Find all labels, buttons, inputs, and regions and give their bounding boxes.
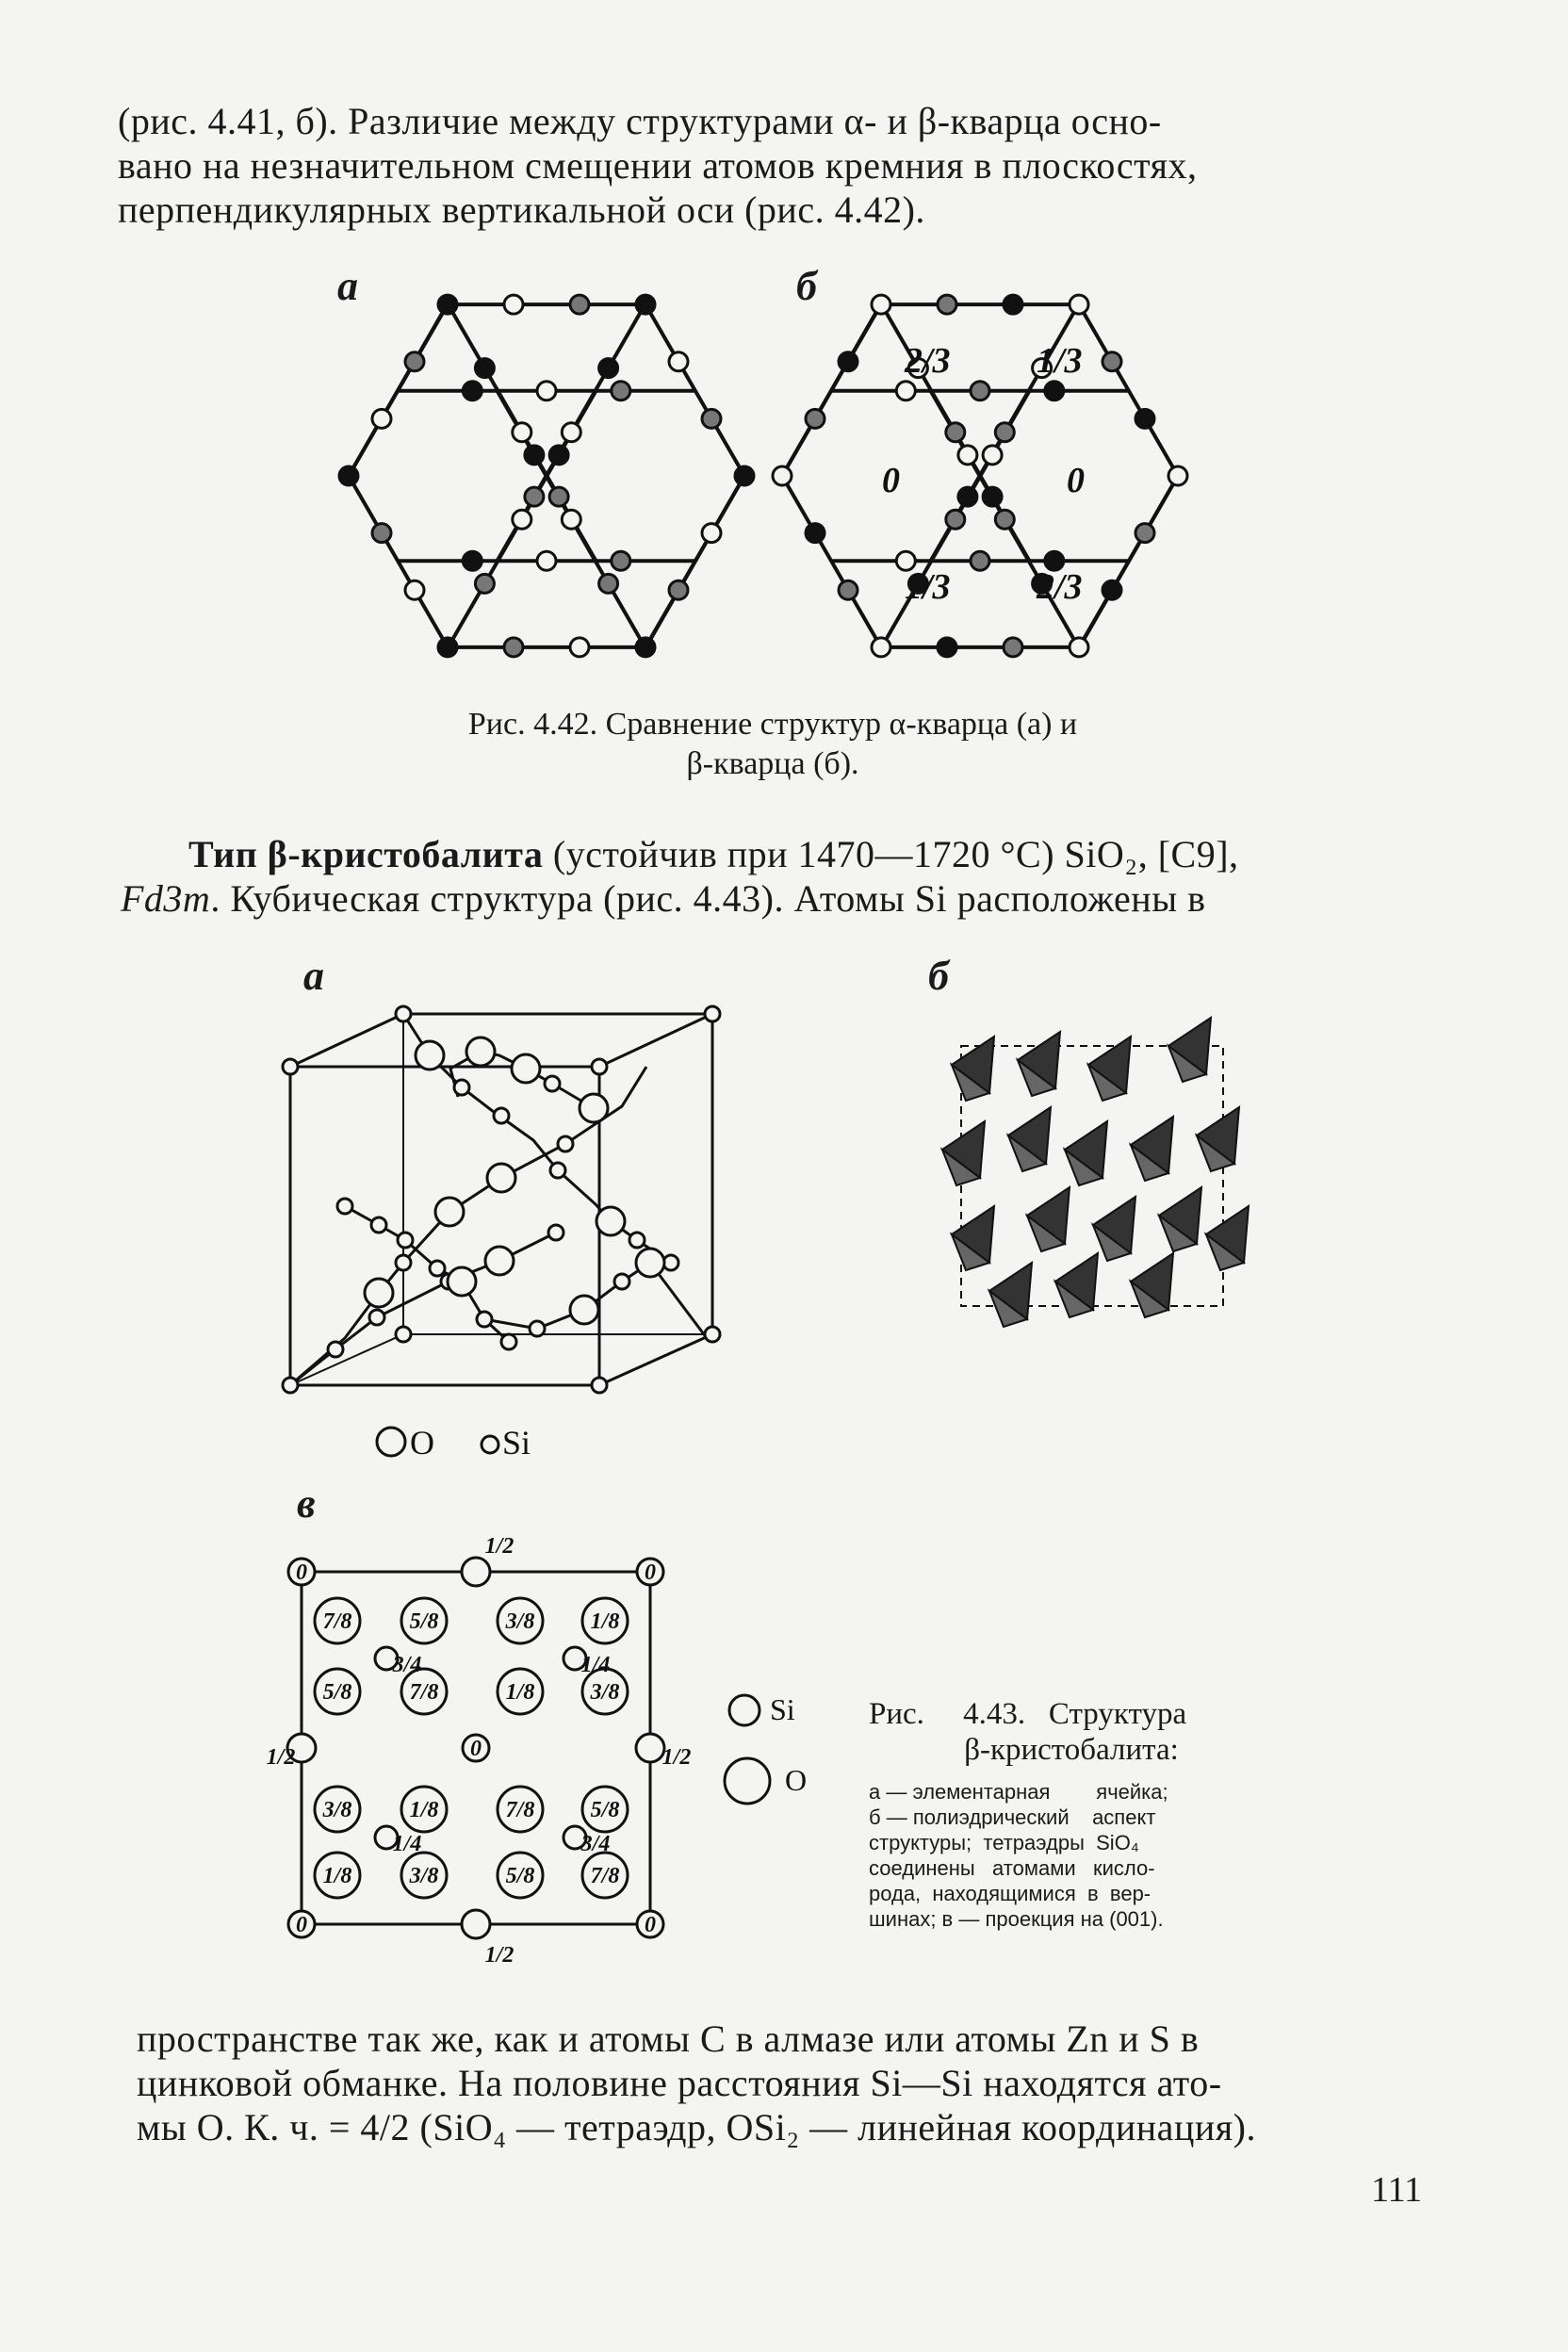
silicon-legend-circle xyxy=(482,1436,498,1453)
atom xyxy=(1070,295,1088,314)
silicon-height-label: 1/4 xyxy=(392,1832,422,1856)
half-label: 1/2 xyxy=(484,1943,514,1968)
half-label: 1/2 xyxy=(266,1745,296,1770)
oxygen-atom-label: 3/8 xyxy=(590,1680,620,1705)
atom xyxy=(872,295,890,314)
atom xyxy=(958,487,977,506)
atom xyxy=(1135,409,1154,428)
fig442-label-a: а xyxy=(337,263,358,309)
caption-title-line: Рис. 4.43. Структура xyxy=(869,1697,1187,1731)
caption-line: соединены атомами кисло- xyxy=(869,1856,1155,1880)
oxygen-atom-label: 5/8 xyxy=(590,1798,620,1822)
oxygen-atom-label: 7/8 xyxy=(409,1680,439,1705)
legend-Si-label: Si xyxy=(770,1692,795,1726)
oxygen-atom-label: 1/8 xyxy=(322,1864,352,1888)
atom xyxy=(872,638,890,657)
oxygen-atom-label: 5/8 xyxy=(505,1864,535,1888)
atom xyxy=(612,382,630,400)
text-line: мы O. К. ч. = 4/2 (SiO₄ — тетраэдр, OSi₂ — линейная координация). xyxy=(137,2106,1256,2148)
section-title: Тип β-кристобалита xyxy=(188,833,544,875)
atom xyxy=(1102,580,1121,599)
oxygen-legend-circle xyxy=(725,1758,770,1804)
atom xyxy=(839,352,858,371)
text-line: перпендикулярных вертикальной оси (рис. 4.42). xyxy=(118,188,925,231)
atom xyxy=(669,352,688,371)
fig443-projection-diagram xyxy=(266,1527,692,1969)
atom xyxy=(504,638,523,657)
silicon-height-label: 3/4 xyxy=(392,1653,422,1677)
fig443-caption xyxy=(869,1696,1274,1768)
atom xyxy=(983,487,1002,506)
atom xyxy=(405,352,424,371)
atom xyxy=(938,638,956,657)
fig443c-legend xyxy=(721,1687,825,1828)
atom xyxy=(1102,352,1121,371)
atom xyxy=(1045,382,1064,400)
atom xyxy=(806,524,825,543)
corner-oxygen-label: 0 xyxy=(296,1560,307,1585)
bottom-paragraph xyxy=(137,2017,1428,2149)
caption-line: β-кварца (б). xyxy=(686,746,859,781)
atom xyxy=(636,638,655,657)
atom xyxy=(995,510,1014,529)
atom xyxy=(636,295,655,314)
oxygen-legend-circle xyxy=(377,1428,405,1456)
caption-line: б — полиэдрический аспект xyxy=(869,1805,1156,1829)
silicon-legend-circle xyxy=(729,1695,760,1725)
atom xyxy=(339,466,358,485)
caption-line: структуры; тетраэдры SiO₄ xyxy=(869,1831,1139,1854)
oxygen-atom-label: 3/8 xyxy=(505,1609,535,1634)
atom xyxy=(958,446,977,465)
top-paragraph xyxy=(118,99,1409,232)
corner-oxygen-label: 0 xyxy=(645,1913,656,1937)
atom xyxy=(983,446,1002,465)
oxygen-atom-label: 1/8 xyxy=(505,1680,535,1705)
oxygen-atom-label: 3/8 xyxy=(409,1864,439,1888)
text-line: цинковой обманке. На половине расстояния Si—Si находятся ато- xyxy=(137,2062,1222,2104)
atom xyxy=(1070,638,1088,657)
atom xyxy=(839,580,858,599)
atom xyxy=(896,382,915,400)
atom xyxy=(1004,295,1022,314)
caption-line: Рис. 4.42. Сравнение структур α-кварца (а) и xyxy=(467,707,1078,742)
fig443-label-a: а xyxy=(303,953,324,999)
atom xyxy=(504,295,523,314)
fraction-label: 0 xyxy=(882,461,900,500)
fig443-label-c: в xyxy=(297,1480,316,1527)
atom xyxy=(702,409,721,428)
atom xyxy=(438,295,457,314)
atom xyxy=(946,510,965,529)
atom xyxy=(570,295,589,314)
atom xyxy=(599,574,618,593)
mid-paragraph xyxy=(121,832,1413,921)
atom xyxy=(525,446,544,465)
caption-title-line: β-кристобалита: xyxy=(964,1733,1179,1767)
oxygen-atom-label: 7/8 xyxy=(590,1864,620,1888)
legend-Si-label: Si xyxy=(502,1424,531,1462)
atom xyxy=(405,580,424,599)
text-line: (рис. 4.41, б). Различие между структурами α- и β-кварца осно- xyxy=(118,100,1162,142)
edge-atom xyxy=(636,1734,664,1762)
atom xyxy=(773,466,792,485)
atom xyxy=(537,382,556,400)
oxygen-atom-label: 5/8 xyxy=(322,1680,352,1705)
atom xyxy=(513,510,531,529)
atom xyxy=(438,638,457,657)
atom xyxy=(372,524,391,543)
oxygen-atom-label: 1/8 xyxy=(590,1609,620,1634)
atom xyxy=(669,580,688,599)
atom xyxy=(1004,638,1022,657)
fig442-alpha-quartz-diagram xyxy=(330,273,763,688)
fig443-unit-cell-diagram xyxy=(264,999,754,1470)
edge-atom xyxy=(462,1910,490,1938)
text-line: пространстве так же, как и атомы C в алмазе или атомы Zn и S в xyxy=(137,2017,1200,2060)
caption-line: а — элементарная ячейка; xyxy=(869,1780,1168,1804)
fraction-label: 2/3 xyxy=(1037,567,1083,607)
atom xyxy=(938,295,956,314)
text-run: (устойчив при 1470—1720 °С) SiO₂, [C9], xyxy=(543,833,1239,875)
atom xyxy=(1135,524,1154,543)
oxygen-atom-label: 7/8 xyxy=(505,1798,535,1822)
fig443a-legend xyxy=(372,1418,561,1465)
atom xyxy=(549,446,568,465)
text-run: . Кубическая структура (рис. 4.43). Атомы Si расположены в xyxy=(210,877,1206,920)
atom xyxy=(513,423,531,442)
legend-O-label: O xyxy=(410,1424,434,1462)
center-oxygen-label: 0 xyxy=(470,1737,482,1761)
fig443-caption-body xyxy=(869,1779,1274,1932)
fig443-label-b: б xyxy=(928,953,949,999)
corner-oxygen-label: 0 xyxy=(645,1560,656,1585)
atom xyxy=(537,551,556,570)
fraction-label: 0 xyxy=(1067,461,1085,500)
caption-line: рода, находящимися в вер- xyxy=(869,1882,1152,1905)
caption-line: шинах; в — проекция на (001). xyxy=(869,1907,1164,1931)
text-line: вано на незначительном смещении атомов кремния в плоскостях, xyxy=(118,144,1198,187)
atom xyxy=(735,466,754,485)
fig442-label-b: б xyxy=(796,263,817,309)
oxygen-atom-label: 7/8 xyxy=(322,1609,352,1634)
fig442-caption xyxy=(320,705,1225,784)
atom xyxy=(1168,466,1187,485)
silicon-height-label: 3/4 xyxy=(580,1832,611,1856)
atom xyxy=(612,551,630,570)
fig442-beta-quartz-diagram xyxy=(763,273,1197,688)
atom xyxy=(372,409,391,428)
fraction-label: 2/3 xyxy=(905,341,951,381)
atom xyxy=(570,638,589,657)
corner-oxygen-label: 0 xyxy=(296,1913,307,1937)
atom xyxy=(995,423,1014,442)
oxygen-atom-label: 5/8 xyxy=(409,1609,439,1634)
silicon-height-label: 1/4 xyxy=(580,1653,611,1677)
atom xyxy=(463,382,482,400)
oxygen-atom-label: 3/8 xyxy=(322,1798,352,1822)
legend-O-label: O xyxy=(785,1763,808,1797)
atom xyxy=(702,524,721,543)
space-group: Fd3m xyxy=(121,877,211,920)
atom xyxy=(475,359,494,378)
atom xyxy=(475,574,494,593)
fraction-label: 1/3 xyxy=(1037,341,1083,381)
atom xyxy=(562,423,580,442)
atom xyxy=(525,487,544,506)
atom xyxy=(463,551,482,570)
atom xyxy=(971,382,989,400)
atom xyxy=(971,551,989,570)
half-label: 1/2 xyxy=(484,1534,514,1559)
atom xyxy=(549,487,568,506)
atom xyxy=(599,359,618,378)
fraction-label: 1/3 xyxy=(905,567,951,607)
half-label: 1/2 xyxy=(662,1745,692,1770)
fig443-polyhedral-diagram xyxy=(933,1008,1244,1319)
atom xyxy=(946,423,965,442)
edge-atom xyxy=(462,1558,490,1586)
atom xyxy=(562,510,580,529)
oxygen-atom-label: 1/8 xyxy=(409,1798,439,1822)
page-number: 111 xyxy=(1371,2170,1423,2210)
atom xyxy=(806,409,825,428)
